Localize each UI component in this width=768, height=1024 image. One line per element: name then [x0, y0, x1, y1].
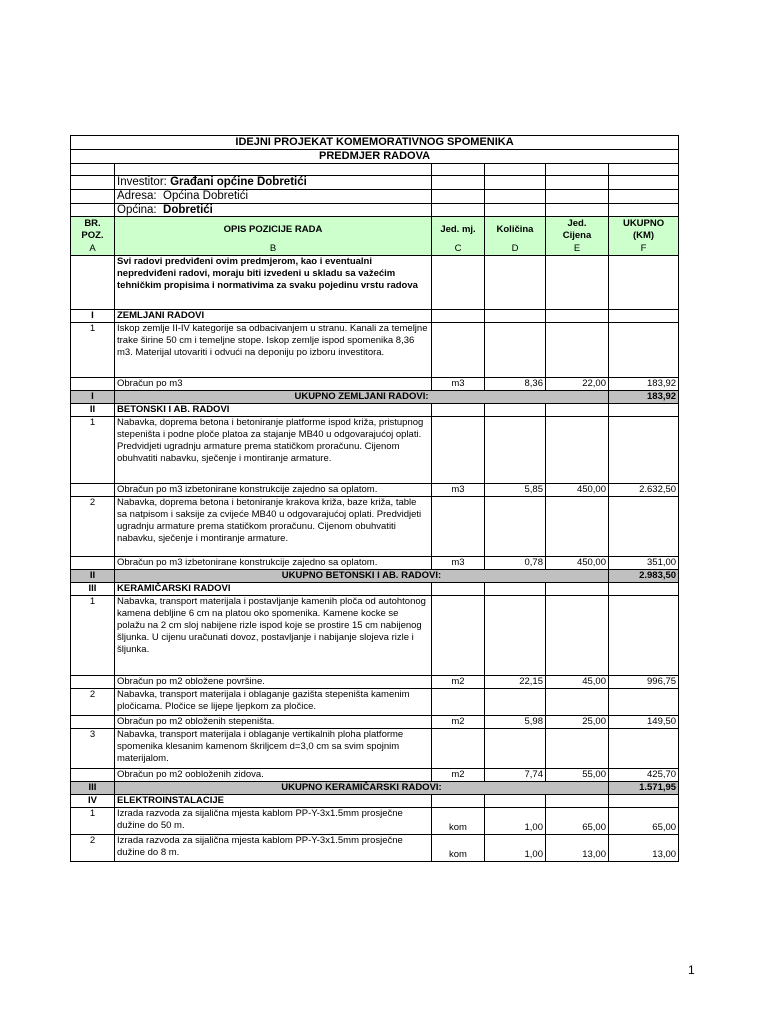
investitor-label: Investitor:: [117, 176, 167, 188]
line-total: 996,75: [609, 675, 679, 688]
header-poz: POZ.: [81, 229, 104, 241]
quantity: 5,85: [485, 483, 546, 496]
section-total: 2.983,50: [609, 569, 679, 582]
header-jed-mj: Jed. mj.: [432, 217, 485, 243]
section-total-row: [71, 781, 679, 794]
section-number: II: [71, 403, 115, 416]
adresa-label: Adresa:: [117, 190, 157, 202]
section-name: BETONSKI I AB. RADOVI: [115, 403, 432, 416]
opcina-cell: [115, 204, 432, 217]
adresa-value: Općina Dobretići: [163, 190, 249, 202]
calc-row: [71, 377, 679, 390]
subtitle-row: [71, 150, 679, 164]
item-row: [71, 416, 679, 483]
section-number: III: [71, 781, 115, 794]
item-description: Nabavka, doprema betona i betoniranje platforme ispod križa, pristupnog stepeništa i podne ploče platoa za stajanje MB40 u odgovarajućoj oplati. Predvidjeti ugradnju armature prema statičkom proračunu. Cijenom obuhvatiti nabavku, sječenje i montiranje armature.: [115, 416, 432, 483]
line-total: 183,92: [609, 377, 679, 390]
section-heading-row: [71, 582, 679, 595]
item-description: Iskop zemlje II-IV kategorije sa odbacivanjem u stranu. Kanali za temeljne trake širine 50 cm i temeljne stope. Iskop zemlje ispod spomenika 8,36 m3. Materijal utovariti i odvući na deponiju po izboru investitora.: [115, 322, 432, 377]
section-total-row: [71, 390, 679, 403]
unit: m2: [432, 675, 485, 688]
item-number: 1: [71, 595, 115, 675]
item-description: Nabavka, transport materijala i oblaganje vertikalnih ploha platforme spomenika klesanim kamenom škriljcem d=3,0 cm sa svim spojnim materijalom.: [115, 728, 432, 768]
unit: m2: [432, 715, 485, 728]
opcina-row: [71, 204, 679, 217]
quantity: 22,15: [485, 675, 546, 688]
section-heading-row: [71, 794, 679, 807]
calc-description: Obračun po m2 oobloženih zidova.: [115, 768, 432, 781]
quantity: 8,36: [485, 377, 546, 390]
calc-row: [71, 483, 679, 496]
section-number: I: [71, 390, 115, 403]
header-ukupno-label: UKUPNO: [622, 217, 665, 229]
item-row: [71, 595, 679, 675]
calc-description: Obračun po m2 obloženih stepeništa.: [115, 715, 432, 728]
section-number: I: [71, 309, 115, 322]
spacer-row: [71, 164, 679, 176]
column-letter: B: [115, 243, 432, 256]
item-number: 2: [71, 834, 115, 861]
line-total: 65,00: [609, 807, 679, 834]
document-subtitle: PREDMJER RADOVA: [71, 150, 679, 164]
calc-row: [71, 675, 679, 688]
unit-price: 65,00: [546, 807, 609, 834]
calc-row: [71, 715, 679, 728]
column-letter: C: [432, 243, 485, 256]
calc-description: Obračun po m3 izbetonirane konstrukcije zajedno sa oplatom.: [115, 556, 432, 569]
section-total-label: UKUPNO BETONSKI I AB. RADOVI:: [115, 569, 609, 582]
investitor-cell: [115, 176, 432, 190]
section-name: KERAMIČARSKI RADOVI: [115, 582, 432, 595]
adresa-row: [71, 190, 679, 204]
item-description: Nabavka, transport materijala i oblaganje gazišta stepeništa kamenim pločicama. Pločice se lijepe ljepkom za pločice.: [115, 688, 432, 715]
opcina-value: Dobretići: [163, 204, 213, 216]
header-cijena: Cijena: [562, 229, 592, 241]
unit: m3: [432, 483, 485, 496]
section-heading-row: [71, 403, 679, 416]
header-jed: Jed.: [567, 217, 587, 229]
unit: m3: [432, 377, 485, 390]
column-letter: F: [609, 243, 679, 256]
section-name: ELEKTROINSTALACIJE: [115, 794, 432, 807]
header-opis: OPIS POZICIJE RADA: [115, 217, 432, 243]
section-total-label: UKUPNO ZEMLJANI RADOVI:: [115, 390, 609, 403]
unit: kom: [432, 834, 485, 861]
quantity: 1,00: [485, 807, 546, 834]
unit: m3: [432, 556, 485, 569]
item-number: 1: [71, 322, 115, 377]
calc-row: [71, 768, 679, 781]
unit-price: 450,00: [546, 556, 609, 569]
adresa-cell: [115, 190, 432, 204]
line-total: 425,70: [609, 768, 679, 781]
section-total: 183,92: [609, 390, 679, 403]
item-row: [71, 496, 679, 556]
investitor-value: Građani općine Dobretići: [170, 176, 307, 188]
item-number: 2: [71, 688, 115, 715]
item-number: 1: [71, 416, 115, 483]
line-total: 149,50: [609, 715, 679, 728]
quantity: 7,74: [485, 768, 546, 781]
quantity: 0,78: [485, 556, 546, 569]
unit-price: 55,00: [546, 768, 609, 781]
header-kolicina: Količina: [485, 217, 546, 243]
unit-price: 450,00: [546, 483, 609, 496]
intro-row: [71, 255, 679, 309]
quantity: 5,98: [485, 715, 546, 728]
header-br-poz: [71, 217, 115, 243]
item-row: [71, 728, 679, 768]
section-total-row: [71, 569, 679, 582]
item-row: [71, 688, 679, 715]
item-number: 2: [71, 496, 115, 556]
calc-row: [71, 556, 679, 569]
investitor-row: [71, 176, 679, 190]
section-total-label: UKUPNO KERAMIČARSKI RADOVI:: [115, 781, 609, 794]
item-row: [71, 322, 679, 377]
item-row: [71, 807, 679, 834]
header-br: BR.: [84, 217, 101, 229]
section-heading-row: [71, 309, 679, 322]
calc-description: Obračun po m3 izbetonirane konstrukcije zajedno sa oplatom.: [115, 483, 432, 496]
unit: m2: [432, 768, 485, 781]
intro-text: Svi radovi predviđeni ovim predmjerom, kao i eventualni nepredviđeni radovi, moraju biti izvedeni u skladu sa važećim tehničkim propisima i normativima za svaku pojedinu vrstu radova: [115, 255, 432, 309]
bill-of-quantities-sheet: [70, 135, 678, 862]
unit-price: 13,00: [546, 834, 609, 861]
unit-price: 25,00: [546, 715, 609, 728]
section-number: III: [71, 582, 115, 595]
unit: kom: [432, 807, 485, 834]
item-description: Izrada razvoda za sijalična mjesta kablom PP-Y-3x1.5mm prosječne dužine do 50 m.: [115, 807, 432, 834]
line-total: 13,00: [609, 834, 679, 861]
quantity: 1,00: [485, 834, 546, 861]
line-total: 351,00: [609, 556, 679, 569]
header-ukupno: [609, 217, 679, 243]
title-row: [71, 136, 679, 150]
header-km: (KM): [632, 229, 655, 241]
page-number: 1: [688, 963, 695, 977]
header-jed-cijena: [546, 217, 609, 243]
item-description: Izrada razvoda za sijalična mjesta kablom PP-Y-3x1.5mm prosječne dužine do 8 m.: [115, 834, 432, 861]
item-description: Nabavka, doprema betona i betoniranje krakova križa, baze križa, table sa natpisom i saksije za cvijeće MB40 u odgovarajućoj oplati. Predvidjeti ugradnju armature prema statičkom proračunu. Cijenom obuhvatiti nabavku, sječenje i montiranje armature.: [115, 496, 432, 556]
column-letter-row: [71, 243, 679, 256]
line-total: 2.632,50: [609, 483, 679, 496]
column-letter: A: [71, 243, 115, 256]
item-number: 1: [71, 807, 115, 834]
unit-price: 22,00: [546, 377, 609, 390]
item-number: 3: [71, 728, 115, 768]
column-header-row: [71, 217, 679, 243]
document-title: IDEJNI PROJEKAT KOMEMORATIVNOG SPOMENIKA: [71, 136, 679, 150]
opcina-label: Općina:: [117, 204, 157, 216]
item-description: Nabavka, transport materijala i postavljanje kamenih ploča od autohtonog kamena debljine 6 cm na platou oko spomenika. Kamene kocke se polažu na 2 cm sloj nabijene rizle ispod koje se prostire 15 cm nabijenog šljunka. U cijenu uračunati dovoz, postavljanje i nabijanje slojeva rizle i šljunka.: [115, 595, 432, 675]
section-number: II: [71, 569, 115, 582]
section-name: ZEMLJANI RADOVI: [115, 309, 432, 322]
calc-description: Obračun po m2 obložene površine.: [115, 675, 432, 688]
section-total: 1.571,95: [609, 781, 679, 794]
bill-of-quantities-table: [70, 135, 679, 862]
item-row: [71, 834, 679, 861]
calc-description: Obračun po m3: [115, 377, 432, 390]
column-letter: E: [546, 243, 609, 256]
section-number: IV: [71, 794, 115, 807]
column-letter: D: [485, 243, 546, 256]
unit-price: 45,00: [546, 675, 609, 688]
